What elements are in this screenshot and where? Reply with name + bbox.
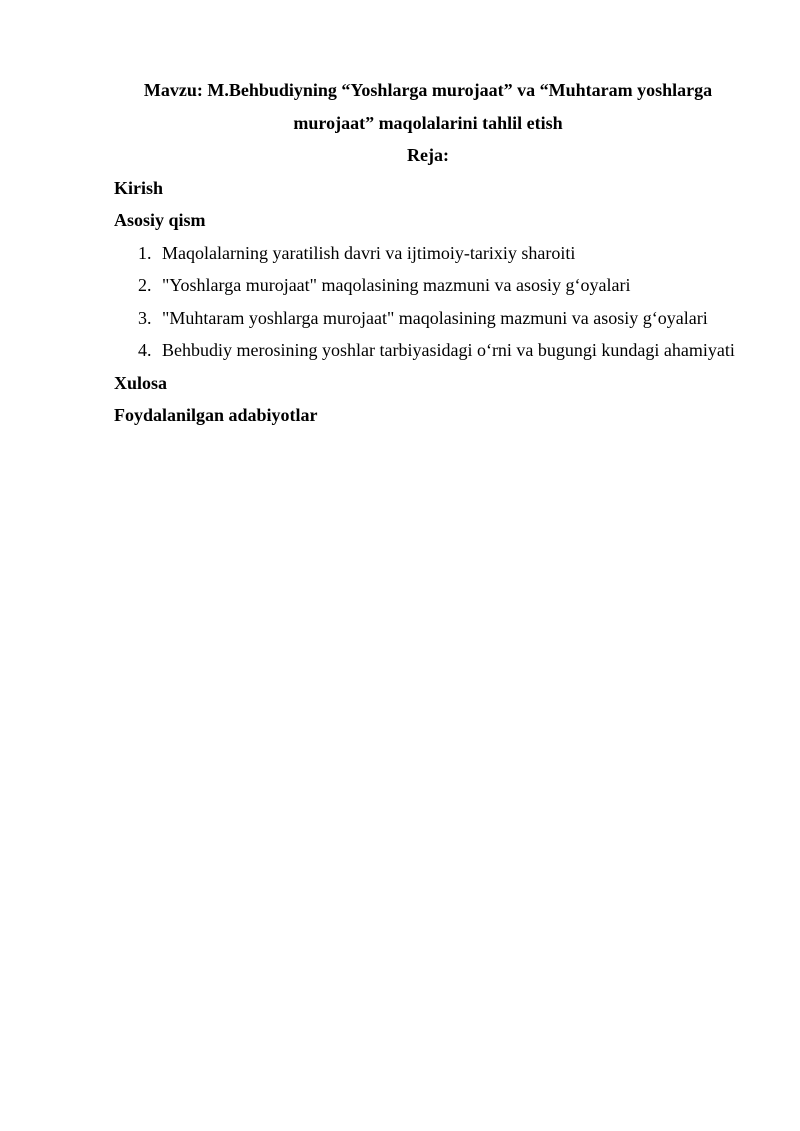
list-item-number: 2. <box>138 275 152 295</box>
section-references: Foydalanilgan adabiyotlar <box>114 405 318 425</box>
document-content <box>114 74 742 432</box>
list-item-number: 1. <box>138 242 152 263</box>
section-main: Asosiy qism <box>114 210 206 230</box>
list-item-text: "Yoshlarga murojaat" maqolasining mazmuni va asosiy g‘oyalari <box>162 275 631 295</box>
section-intro: Kirish <box>114 177 164 198</box>
main-items-list <box>114 237 742 367</box>
plan-heading: Reja: <box>407 145 449 165</box>
list-item-number: 4. <box>138 340 152 360</box>
list-item-number: 3. <box>138 307 152 328</box>
list-item-text: "Muhtaram yoshlarga murojaat" maqolasining mazmuni va asosiy g‘oyalari <box>162 307 708 328</box>
list-item <box>114 302 742 335</box>
list-item <box>114 237 742 270</box>
list-item-text: Maqolalarning yaratilish davri va ijtimoiy-tarixiy sharoiti <box>162 242 576 263</box>
list-item-text: Behbudiy merosining yoshlar tarbiyasidagi o‘rni va bugungi kundagi ahamiyati <box>162 340 735 360</box>
list-item <box>114 269 742 302</box>
list-item <box>114 334 742 367</box>
section-conclusion: Xulosa <box>114 372 168 393</box>
document-title: Mavzu: M.Behbudiyning “Yoshlarga murojaat” va “Muhtaram yoshlarga murojaat” maqolalarini tahlil etish <box>143 80 713 133</box>
